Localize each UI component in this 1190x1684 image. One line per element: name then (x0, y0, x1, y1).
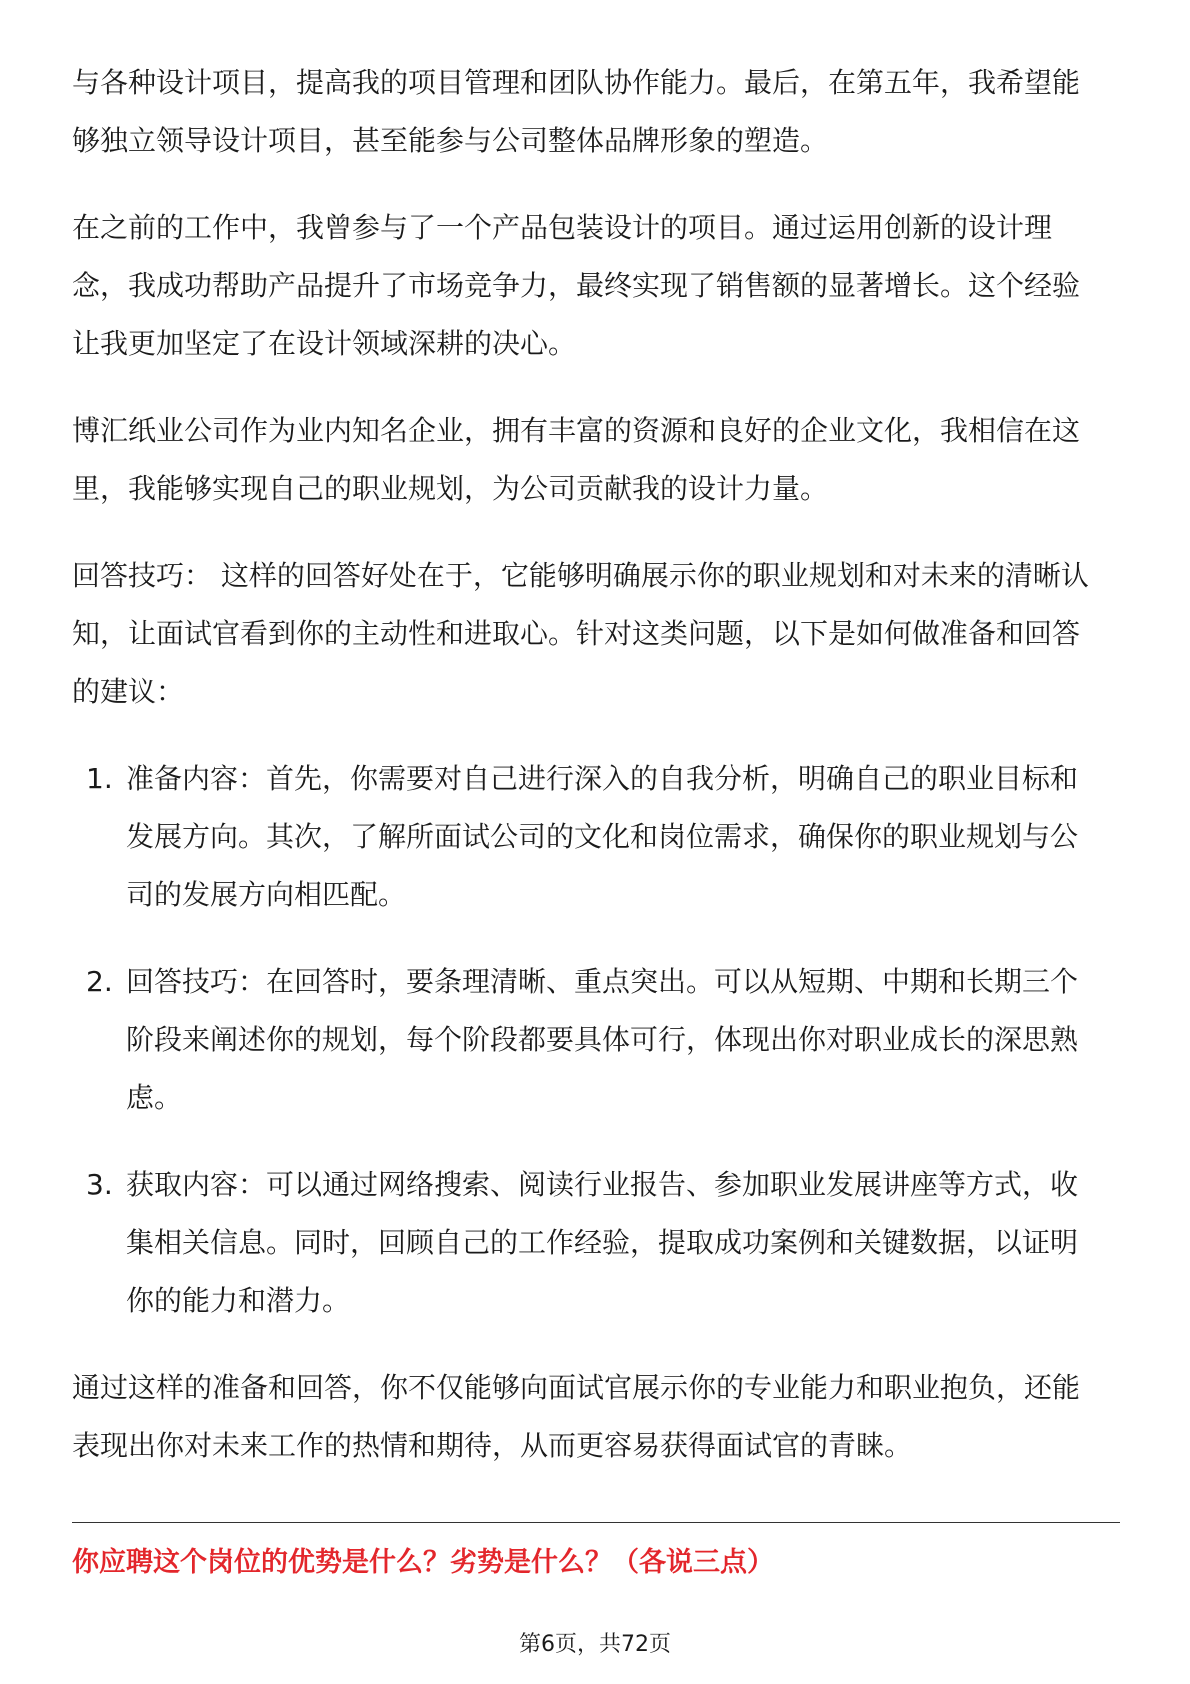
list-item-number: 1. (86, 762, 113, 795)
paragraph-line: 里，我能够实现自己的职业规划，为公司贡献我的设计力量。 (72, 472, 829, 505)
list-item-line: 虑。 (126, 1081, 183, 1114)
paragraph-line: 念，我成功帮助产品提升了市场竞争力，最终实现了销售额的显著增长。这个经验 (72, 269, 1081, 302)
paragraph-line: 让我更加坚定了在设计领域深耕的决心。 (72, 327, 577, 360)
section-divider (72, 1522, 1120, 1523)
paragraph-line: 与各种设计项目，提高我的项目管理和团队协作能力。最后，在第五年，我希望能 (72, 66, 1081, 99)
paragraph-company (72, 402, 1122, 518)
list-item-line: 司的发展方向相匹配。 (126, 878, 407, 911)
list-item (72, 953, 1122, 1127)
list-item (72, 1156, 1122, 1330)
paragraph-line: 的建议： (72, 675, 185, 708)
list-item-number: 3. (86, 1168, 113, 1201)
paragraph-line: 表现出你对未来工作的热情和期待，从而更容易获得面试官的青睐。 (72, 1429, 913, 1462)
list-item-line: 集相关信息。同时，回顾自己的工作经验，提取成功案例和关键数据，以证明 (126, 1226, 1079, 1259)
paragraph-line: 博汇纸业公司作为业内知名企业，拥有丰富的资源和良好的企业文化，我相信在这 (72, 414, 1081, 447)
list-item (72, 750, 1122, 924)
paragraph-line: 在之前的工作中，我曾参与了一个产品包装设计的项目。通过运用创新的设计理 (72, 211, 1053, 244)
list-item-number: 2. (86, 965, 113, 998)
list-item-line: 阶段来阐述你的规划，每个阶段都要具体可行，体现出你对职业成长的深思熟 (126, 1023, 1079, 1056)
page-number-footer: 第6页，共72页 (519, 1632, 671, 1657)
paragraph-career-plan-end (72, 54, 1122, 170)
paragraph-line: 通过这样的准备和回答，你不仅能够向面试官展示你的专业能力和职业抱负，还能 (72, 1371, 1081, 1404)
list-item-line: 准备内容：首先，你需要对自己进行深入的自我分析，明确自己的职业目标和 (126, 762, 1079, 795)
paragraph-line: 够独立领导设计项目，甚至能参与公司整体品牌形象的塑造。 (72, 124, 829, 157)
next-question-heading: 你应聘这个岗位的优势是什么？劣势是什么？（各说三点） (72, 1547, 774, 1578)
list-item-line: 发展方向。其次，了解所面试公司的文化和岗位需求，确保你的职业规划与公 (126, 820, 1079, 853)
page-body (72, 54, 1122, 1504)
list-item-line: 获取内容：可以通过网络搜索、阅读行业报告、参加职业发展讲座等方式，收 (126, 1168, 1079, 1201)
paragraph-past-experience (72, 199, 1122, 373)
paragraph-line: 知，让面试官看到你的主动性和进取心。针对这类问题，以下是如何做准备和回答 (72, 617, 1081, 650)
paragraph-line: 回答技巧： 这样的回答好处在于，它能够明确展示你的职业规划和对未来的清晰认 (72, 559, 1089, 592)
paragraph-answer-tips (72, 547, 1122, 721)
list-item-line: 回答技巧：在回答时，要条理清晰、重点突出。可以从短期、中期和长期三个 (126, 965, 1079, 998)
paragraph-closing (72, 1359, 1122, 1475)
list-item-line: 你的能力和潜力。 (126, 1284, 351, 1317)
